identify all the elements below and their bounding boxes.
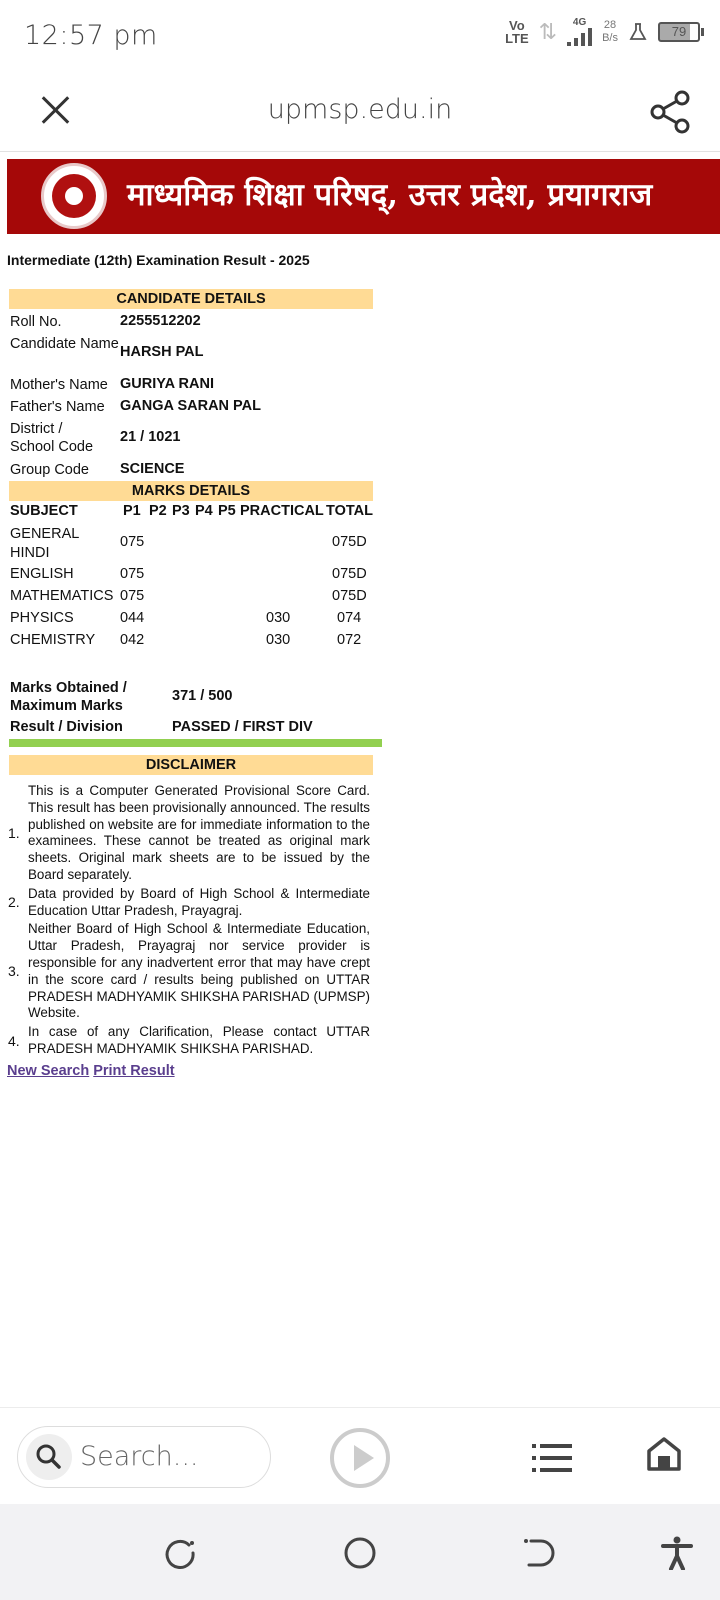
recents-icon[interactable]: [163, 1536, 197, 1570]
disclaimer-list: [8, 783, 370, 1060]
url-display[interactable]: upmsp.edu.in: [267, 94, 453, 125]
home-icon[interactable]: [646, 1436, 682, 1472]
back-icon[interactable]: [523, 1536, 557, 1570]
status-icons: [505, 18, 700, 46]
marks-obtained-value: 371 / 500: [172, 688, 233, 704]
nav-home-icon[interactable]: [343, 1536, 377, 1570]
data-arrows-icon: ⇅: [538, 19, 558, 44]
network-speed: 28 B/s: [602, 19, 618, 44]
search-icon[interactable]: [26, 1434, 72, 1480]
result-value: PASSED / FIRST DIV: [172, 719, 313, 735]
candidate-details-heading: CANDIDATE DETAILS: [9, 289, 373, 309]
exam-title: Intermediate (12th) Examination Result - 2025: [7, 252, 310, 268]
result-links: [7, 1063, 179, 1079]
status-time: 12:57 pm: [24, 20, 158, 51]
flask-icon: [628, 22, 648, 42]
volte-indicator: Vo LTE: [505, 18, 529, 46]
banner-title: माध्यमिक शिक्षा परिषद्, उत्तर प्रदेश, प्रयागराज: [127, 177, 653, 213]
print-result-link[interactable]: Print Result: [93, 1063, 175, 1079]
disclaimer-heading: DISCLAIMER: [9, 755, 373, 775]
list-item: 1. This is a Computer Generated Provisional Score Card. This result has been provisionally announced. The results published on website are for immediate information to the examinees. These cannot be treated as original mark sheets. Original mark sheets are to be issued by the Board separately.: [8, 783, 370, 882]
play-icon[interactable]: [330, 1428, 390, 1488]
board-banner: [7, 159, 720, 234]
search-input[interactable]: [17, 1426, 271, 1488]
divider-bar: [9, 739, 382, 747]
browser-toolbar: [0, 72, 720, 152]
menu-icon[interactable]: [532, 1444, 572, 1472]
list-item: 4. In case of any Clarification, Please contact UTTAR PRADESH MADHYAMIK SHIKSHA PARISHAD.: [8, 1024, 370, 1056]
signal-icon: 4G: [567, 18, 592, 46]
status-bar: [0, 0, 720, 72]
system-nav-bar: [0, 1504, 720, 1600]
marks-obtained-label: Marks Obtained / Maximum Marks: [10, 680, 127, 714]
share-icon[interactable]: [648, 90, 692, 134]
new-search-link[interactable]: New Search: [7, 1063, 90, 1079]
marks-details-heading: MARKS DETAILS: [9, 481, 373, 501]
list-item: 3. Neither Board of High School & Intermediate Education, Uttar Pradesh, Prayagraj nor service provider is responsible for any inadvertent error that may have crept in the score card / results being published on UTTAR PRADESH MADHYAMIK SHIKSHA PARISHAD (UPMSP) Website.: [8, 921, 370, 1021]
battery-icon: 79: [658, 22, 700, 42]
result-label: Result / Division: [10, 719, 123, 735]
accessibility-icon[interactable]: [660, 1536, 694, 1570]
list-item: 2. Data provided by Board of High School & Intermediate Education Uttar Pradesh, Prayagraj.: [8, 885, 370, 918]
browser-bottom-bar: [0, 1407, 720, 1504]
search-placeholder: Search...: [80, 1441, 199, 1472]
board-logo: [41, 163, 107, 229]
